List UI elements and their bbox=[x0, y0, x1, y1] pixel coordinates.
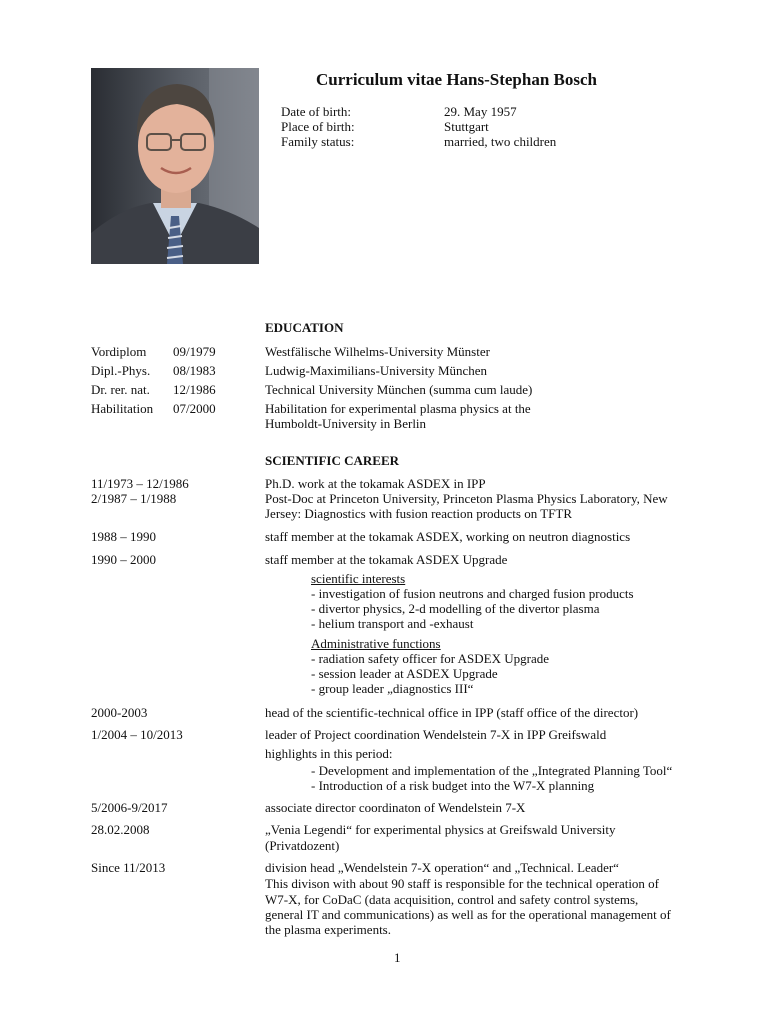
career-text: This divison with about 90 staff is responsible for the technical operation of bbox=[265, 876, 660, 891]
career-date: 2/1987 – 1/1988 bbox=[91, 491, 177, 506]
list-item: - Introduction of a risk budget into the W7-X planning bbox=[311, 778, 595, 793]
career-text: general IT and communications) as well as for the operational management of bbox=[265, 907, 671, 922]
degree-date: 08/1983 bbox=[173, 363, 216, 378]
career-date: 1988 – 1990 bbox=[91, 529, 156, 544]
degree-date: 12/1986 bbox=[173, 382, 216, 397]
family-status-label: Family status: bbox=[281, 134, 355, 149]
degree-date: 07/2000 bbox=[173, 401, 216, 416]
place-of-birth-value: Stuttgart bbox=[444, 119, 489, 134]
list-item: - session leader at ASDEX Upgrade bbox=[311, 666, 498, 681]
family-status-value: married, two children bbox=[444, 134, 557, 149]
portrait-photo bbox=[91, 68, 259, 264]
admin-subheading: Administrative functions bbox=[311, 636, 441, 651]
career-text: head of the scientific-technical office in IPP (staff office of the director) bbox=[265, 705, 639, 720]
page-number: 1 bbox=[394, 950, 401, 965]
degree-institution: Habilitation for experimental plasma physics at the bbox=[265, 401, 531, 416]
career-text: staff member at the tokamak ASDEX Upgrade bbox=[265, 552, 508, 567]
career-text: Post-Doc at Princeton University, Princeton Plasma Physics Laboratory, New bbox=[265, 491, 668, 506]
career-text: leader of Project coordination Wendelstein 7-X in IPP Greifswald bbox=[265, 727, 607, 742]
degree-label: Habilitation bbox=[91, 401, 154, 416]
career-heading: SCIENTIFIC CAREER bbox=[265, 453, 399, 468]
career-text: Jersey: Diagnostics with fusion reaction products on TFTR bbox=[265, 506, 573, 521]
career-text: associate director coordinaton of Wendelstein 7-X bbox=[265, 800, 526, 815]
career-text: „Venia Legendi“ for experimental physics at Greifswald University bbox=[265, 822, 616, 837]
interests-subheading: scientific interests bbox=[311, 571, 406, 586]
career-text: the plasma experiments. bbox=[265, 922, 391, 937]
degree-label: Dr. rer. nat. bbox=[91, 382, 150, 397]
highlights-subheading: highlights in this period: bbox=[265, 746, 393, 761]
degree-date: 09/1979 bbox=[173, 344, 216, 359]
list-item: - Development and implementation of the „Integrated Planning Tool“ bbox=[311, 763, 673, 778]
date-of-birth-value: 29. May 1957 bbox=[444, 104, 517, 119]
career-date: 2000-2003 bbox=[91, 705, 148, 720]
document-title: Curriculum vitae Hans-Stephan Bosch bbox=[316, 70, 597, 89]
list-item: - group leader „diagnostics III“ bbox=[311, 681, 474, 696]
degree-institution: Westfälische Wilhelms-University Münster bbox=[265, 344, 490, 359]
list-item: - divertor physics, 2-d modelling of the divertor plasma bbox=[311, 601, 600, 616]
career-text: staff member at the tokamak ASDEX, working on neutron diagnostics bbox=[265, 529, 631, 544]
career-date: 5/2006-9/2017 bbox=[91, 800, 168, 815]
career-text: Ph.D. work at the tokamak ASDEX in IPP bbox=[265, 476, 486, 491]
career-date: 1990 – 2000 bbox=[91, 552, 156, 567]
place-of-birth-label: Place of birth: bbox=[281, 119, 355, 134]
degree-label: Dipl.-Phys. bbox=[91, 363, 151, 378]
career-date: 11/1973 – 12/1986 bbox=[91, 476, 189, 491]
career-date: 28.02.2008 bbox=[91, 822, 150, 837]
education-heading: EDUCATION bbox=[265, 320, 344, 335]
career-text: division head „Wendelstein 7-X operation“ and „Technical. Leader“ bbox=[265, 860, 619, 875]
degree-institution: Ludwig-Maximilians-University München bbox=[265, 363, 488, 378]
date-of-birth-label: Date of birth: bbox=[281, 104, 352, 119]
degree-label: Vordiplom bbox=[91, 344, 147, 359]
career-date: 1/2004 – 10/2013 bbox=[91, 727, 183, 742]
career-text: W7-X, for CoDaC (data acquisition, control and safety control systems, bbox=[265, 892, 639, 907]
list-item: - helium transport and -exhaust bbox=[311, 616, 474, 631]
career-date: Since 11/2013 bbox=[91, 860, 166, 875]
degree-institution: Technical University München (summa cum laude) bbox=[265, 382, 533, 397]
degree-institution: Humboldt-University in Berlin bbox=[265, 416, 427, 431]
list-item: - radiation safety officer for ASDEX Upgrade bbox=[311, 651, 550, 666]
list-item: - investigation of fusion neutrons and charged fusion products bbox=[311, 586, 634, 601]
career-text: (Privatdozent) bbox=[265, 838, 340, 853]
